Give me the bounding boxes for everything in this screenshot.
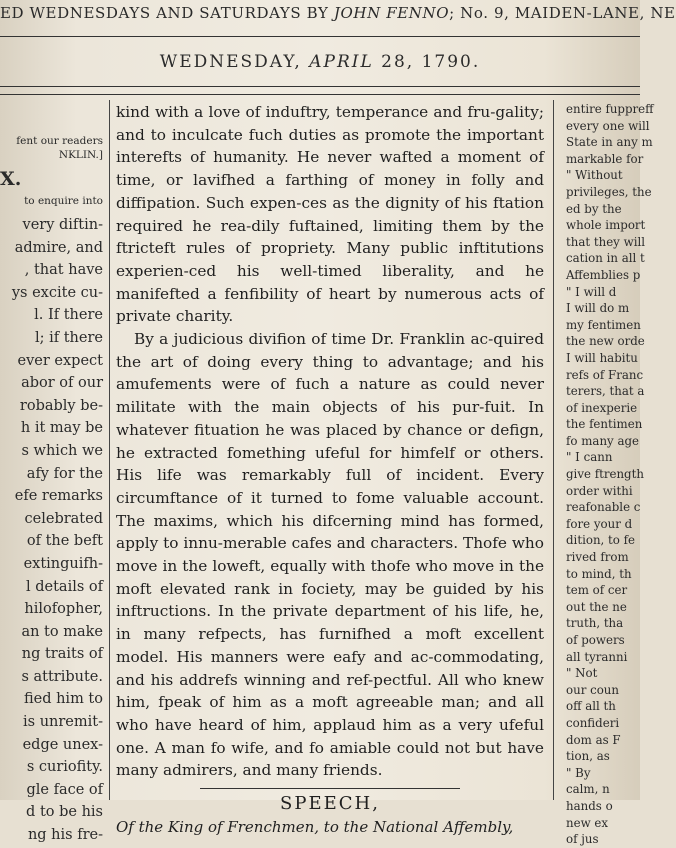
- right-column-line: tion, as: [566, 749, 610, 764]
- right-column-line: " I will d: [566, 284, 617, 299]
- left-column-line: hilofopher,: [24, 601, 103, 618]
- left-column-line: edge unex-: [22, 736, 103, 753]
- left-column-line: very diftin-: [22, 217, 103, 233]
- right-column-line: privileges, the: [566, 184, 652, 199]
- masthead-text: ED WEDNESDAYS AND SATURDAYS BY: [0, 4, 329, 22]
- dateline-day: WEDNESDAY,: [159, 52, 302, 72]
- right-column-line: all tyranni: [566, 649, 628, 664]
- left-column-line: efe remarks: [14, 488, 103, 505]
- masthead-publisher: JOHN FENNO: [333, 4, 450, 22]
- left-column-line: of the beft: [26, 533, 103, 550]
- left-column: [0, 108, 103, 844]
- section-separator: [200, 788, 460, 789]
- left-column-line: ys excite cu-: [11, 284, 103, 301]
- left-column-line: l details of: [25, 578, 103, 595]
- right-column-line: to mind, th: [566, 566, 632, 581]
- right-column-line: of inexperie: [566, 400, 638, 415]
- right-column-line: the new orde: [566, 334, 645, 349]
- column-divider-left: [109, 100, 110, 800]
- left-column-line: l. If there: [34, 307, 103, 324]
- left-column-line: X.: [0, 168, 22, 190]
- left-column-line: afy for the: [26, 465, 103, 482]
- left-column-line: l; if there: [34, 329, 103, 346]
- left-column-line: an to make: [21, 623, 103, 640]
- dateline-date: 28, 1790.: [381, 52, 481, 72]
- right-column-line: cation in all t: [566, 251, 645, 266]
- right-column-line: my fentimen: [566, 317, 641, 332]
- left-column-line: , that have: [24, 262, 103, 279]
- right-column-line: fo many age: [566, 433, 640, 448]
- right-column-line: out the ne: [566, 599, 627, 614]
- right-column-line: " Without: [566, 168, 623, 183]
- left-column-line: d to be his: [26, 804, 103, 821]
- right-column-line: State in any m: [566, 135, 653, 150]
- right-column-line: order withi: [566, 483, 633, 498]
- right-column-line: dition, to fe: [566, 533, 635, 548]
- right-column-line: " By: [566, 765, 591, 780]
- left-column-line: h it may be: [20, 420, 103, 437]
- left-column-line: s curiofity.: [26, 759, 103, 776]
- right-column-line: ed by the: [566, 201, 622, 216]
- left-column-line: NKLIN.]: [58, 149, 103, 161]
- left-column-line: robably be-: [19, 397, 103, 414]
- right-column-line: of jus: [566, 832, 599, 847]
- right-column-line: refs of Franc: [566, 367, 644, 382]
- left-column-line: is unremit-: [23, 714, 103, 731]
- right-column-line: confideri: [566, 715, 620, 730]
- speech-heading: SPEECH,: [280, 793, 380, 815]
- right-column-line: give ftrength: [566, 467, 644, 482]
- masthead-rule: [0, 36, 640, 37]
- article-paragraph: kind with a love of induftry, temperance and fru-gality; and to inculcate fuch duties as promote the important interefts of humanity. He never wafted a moment of time, or lavifhed a farthing of money in folly and diffipation. Such expen-ces as the dignity of his ftation required he rea-dily fuftained, limiting them by the ftricteft rules of propriety. Many public inftitutions experien-ced his well-timed liberality, and he manifefted a fenfibility of heart by numerous acts of private charity.: [116, 103, 544, 326]
- dateline-month: APRIL: [309, 52, 374, 72]
- right-column-line: tem of cer: [566, 583, 628, 598]
- main-article: [116, 101, 544, 836]
- left-column-line: s attribute.: [21, 668, 103, 685]
- left-column-line: admire, and: [14, 239, 103, 256]
- dateline: [0, 52, 640, 72]
- right-column-line: of powers: [566, 633, 625, 647]
- masthead-address: ; No. 9, MAIDEN-LANE, NE: [449, 4, 676, 22]
- right-column-line: rived from: [566, 550, 629, 565]
- article-paragraph: By a judicious divifion of time Dr. Franklin ac-quired the art of doing every thing to advantage; and his amufements were of fuch a nature as could never militate with the main objects of his pur-fuit. In whatever fituation he was placed by chance or defign, he extracted fomething ufeful for himfelf or others. His life was remarkably full of incident. Every circumftance of it turned to fome valuable account. The maxims, which his difcerning mind has formed, apply to innu-merable cafes and characters. Thofe who move in the loweft, equally with thofe who move in the moft elevated rank in fociety, may be guided by his inftructions. In the private department of his life, he, in many refpects, has furnifhed a moft excellent model. His manners were eafy and ac-commodating, and his addrefs winning and ref-pectful. All who knew him, fpeak of him as a moft agreeable man; and all who have heard of him, applaud him as a very ufeful one. A man fo wife, and fo amiable could not but have many admirers, and many friends.: [116, 330, 544, 780]
- masthead: [0, 4, 676, 30]
- left-column-line: ng his fre-: [27, 827, 103, 844]
- right-column-line: " Not: [566, 666, 598, 681]
- right-column-line: I will habitu: [566, 350, 638, 365]
- right-column-line: whole import: [566, 218, 646, 233]
- right-column-line: " I cann: [566, 450, 613, 465]
- right-column-line: our coun: [566, 682, 619, 697]
- right-column-line: dom as F: [566, 732, 621, 747]
- left-column-line: ng traits of: [21, 646, 103, 663]
- left-column-line: extinguifh-: [23, 555, 103, 572]
- left-column-line: ever expect: [17, 352, 103, 369]
- left-column-line: fied him to: [23, 691, 103, 708]
- dateline-rule-top: [0, 86, 640, 87]
- right-column-line: fore your d: [566, 516, 633, 531]
- right-column-line: hands o: [566, 798, 613, 813]
- right-column-line: entire fuppreff: [566, 102, 654, 116]
- right-column-line: I will do m: [566, 301, 630, 316]
- left-column-line: gle face of: [26, 781, 103, 798]
- right-column-line: every one will: [566, 118, 650, 133]
- left-column-line: s which we: [21, 442, 103, 459]
- left-column-line: to enquire into: [24, 195, 103, 207]
- left-column-line: fent our readers: [16, 135, 103, 147]
- right-column-line: new ex: [566, 815, 609, 830]
- right-column-line: markable for: [566, 151, 644, 166]
- right-column: [566, 101, 654, 847]
- right-column-line: Affemblies p: [566, 267, 641, 282]
- left-column-line: celebrated: [24, 510, 103, 527]
- right-column-line: reafonable c: [566, 500, 641, 515]
- right-column-line: off all th: [566, 699, 616, 714]
- dateline-rule-bottom: [0, 94, 640, 95]
- right-column-line: that they will: [566, 234, 646, 249]
- column-divider-right: [553, 100, 554, 800]
- right-column-line: terers, that a: [566, 384, 645, 399]
- speech-subheading: Of the King of Frenchmen, to the National Affembly,: [116, 817, 514, 836]
- right-column-line: the fentimen: [566, 417, 643, 432]
- left-column-line: abor of our: [21, 375, 103, 392]
- right-column-line: calm, n: [566, 782, 610, 797]
- right-column-line: truth, tha: [566, 616, 624, 631]
